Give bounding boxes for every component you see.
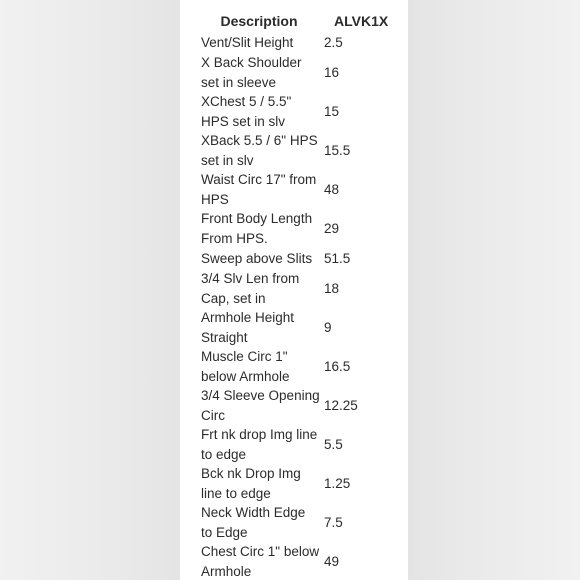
row-description: Chest Circ 1" below Armhole [201,544,320,579]
row-value: 49 [324,553,340,569]
table-row [198,386,408,425]
table-row [198,503,408,542]
row-value: 51.5 [324,250,351,266]
row-description: XChest 5 / 5.5" HPS set in slv [201,94,292,129]
table-row [198,308,408,347]
table-row [198,248,408,269]
background-left [0,0,180,580]
row-description: Bck nk Drop Img line to edge [201,466,301,501]
row-value: 48 [324,181,340,197]
table-row [198,209,408,248]
table-row [198,53,408,92]
table-header-row [198,10,408,32]
table-row [198,347,408,386]
measurement-table [198,10,408,580]
row-value: 16 [324,64,340,80]
spec-sheet [180,0,408,580]
table-row [198,32,408,53]
row-description: 3/4 Slv Len from Cap, set in [201,271,300,306]
row-value: 15 [324,103,340,119]
table-row [198,92,408,131]
row-value: 15.5 [324,142,351,158]
table-row [198,131,408,170]
row-description: Muscle Circ 1" below Armhole [201,349,290,384]
table-row [198,464,408,503]
row-description: Neck Width Edge to Edge [201,505,306,540]
row-value: 1.25 [324,475,351,491]
table-row [198,425,408,464]
row-description: X Back Shoulder set in sleeve [201,55,302,90]
row-description: XBack 5.5 / 6" HPS set in slv [201,133,318,168]
row-value: 18 [324,280,340,296]
row-description: 3/4 Sleeve Opening Circ [201,388,320,423]
header-style-code: ALVK1X [334,13,389,29]
background-right [408,0,580,580]
row-description: Waist Circ 17" from HPS [201,172,317,207]
row-value: 2.5 [324,34,343,50]
row-description: Front Body Length From HPS. [201,211,313,246]
row-value: 5.5 [324,436,343,452]
row-value: 16.5 [324,358,351,374]
table-row [198,269,408,308]
table-row [198,542,408,580]
row-value: 7.5 [324,514,343,530]
row-description: Frt nk drop Img line to edge [201,427,318,462]
row-value: 29 [324,220,340,236]
row-description: Vent/Slit Height [201,34,294,50]
header-description: Description [220,13,298,29]
row-value: 12.25 [324,397,358,413]
row-value: 9 [324,319,332,335]
table-row [198,170,408,209]
row-description: Sweep above Slits [201,250,313,266]
row-description: Armhole Height Straight [201,310,295,345]
